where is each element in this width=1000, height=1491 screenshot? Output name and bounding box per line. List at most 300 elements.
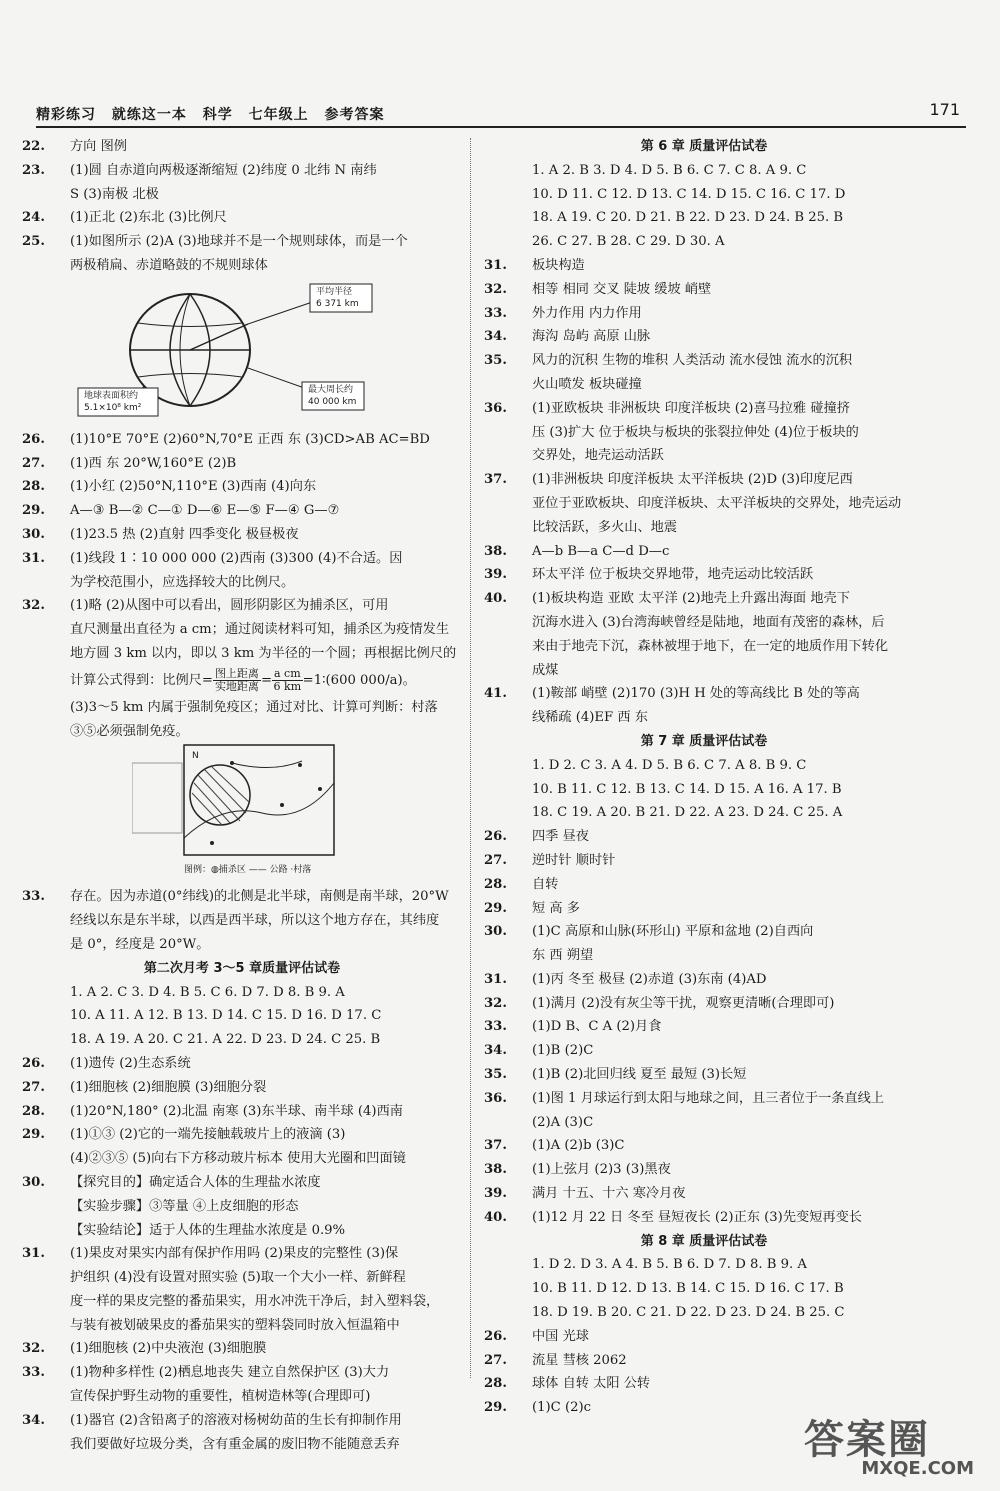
answer-line xyxy=(484,635,924,659)
answer-text: 火山喷发 板块碰撞 xyxy=(532,376,642,392)
answer-text: 环太平洋 位于板块交界地带，地壳运动比较活跃 xyxy=(532,567,814,583)
answer-line xyxy=(22,1266,462,1290)
answer-line xyxy=(484,1372,924,1396)
question-number xyxy=(484,611,532,635)
answer-text: 板块构造 xyxy=(532,257,585,273)
question-number xyxy=(484,516,532,540)
question-number xyxy=(22,909,70,933)
answer-line xyxy=(22,981,462,1005)
answer-line xyxy=(484,349,924,373)
answer-text: 度一样的果皮完整的番茄果实，用水冲洗干净后，封入塑料袋， xyxy=(70,1293,440,1309)
question-number: 31. xyxy=(22,550,45,566)
question-number xyxy=(22,933,70,957)
question-number: 29. xyxy=(22,1127,45,1143)
answer-text: 地方圆 3 km 以内，即以 3 km 为半径的一个圆；再根据比例尺的 xyxy=(70,645,457,661)
area-label-text: 地球表面积约 xyxy=(84,390,139,401)
answer-text: 【实验结论】适于人体的生理盐水浓度是 0.9% xyxy=(70,1222,346,1238)
circumference-label xyxy=(308,384,356,408)
answer-text: 线稀疏 (4)EF 西 东 xyxy=(532,710,648,726)
question-number: 33. xyxy=(484,305,507,321)
answer-text: 满月 十五、十六 寒冷月夜 xyxy=(532,1186,686,1202)
question-number: 24. xyxy=(22,210,45,226)
question-number: 34. xyxy=(484,1043,507,1059)
answer-text: (1)非洲板块 印度洋板块 太平洋板块 (2)D (3)印度尼西 xyxy=(532,472,853,488)
answer-text: 26. C 27. B 28. C 29. D 30. A xyxy=(532,234,725,250)
watermark-logo xyxy=(804,1408,974,1479)
fraction-bottom: 6 km xyxy=(273,679,302,693)
answer-text: (1)西 东 20°W,160°E (2)B xyxy=(70,455,237,471)
answer-line xyxy=(484,968,924,992)
question-number: 28. xyxy=(484,1376,507,1392)
question-number: 26. xyxy=(484,829,507,845)
answer-line xyxy=(22,1004,462,1028)
column-divider xyxy=(470,138,471,1378)
fraction-bottom: 实地距离 xyxy=(214,679,259,693)
answer-line xyxy=(484,516,924,540)
question-number xyxy=(22,1433,70,1457)
answer-text: (1)C (2)c xyxy=(532,1400,592,1416)
question-number: 22. xyxy=(22,139,45,154)
answer-line xyxy=(484,1206,924,1230)
question-number xyxy=(22,696,70,720)
answer-text: 比较活跃，多火山、地震 xyxy=(532,519,678,535)
answer-text: (1)线段 1∶10 000 000 (2)西南 (3)300 (4)不合适。因 xyxy=(70,550,403,566)
answer-text: 10. A 11. A 12. B 13. D 14. C 15. D 16. D 17. C xyxy=(70,1008,382,1024)
question-number xyxy=(484,159,532,183)
answer-text: (1)细胞核 (2)中央液泡 (3)细胞膜 xyxy=(70,1341,267,1357)
question-number xyxy=(484,183,532,207)
answer-line xyxy=(22,1147,462,1171)
answer-text: 1. A 2. C 3. D 4. B 5. C 6. D 7. D 8. B 9. A xyxy=(70,984,345,1000)
answer-line xyxy=(484,873,924,897)
question-number: 27. xyxy=(484,1352,507,1368)
answer-text: 自转 xyxy=(532,876,559,892)
question-number: 33. xyxy=(22,1365,45,1381)
answer-line xyxy=(22,1028,462,1052)
answer-text: (1)上弦月 (2)3 (3)黑夜 xyxy=(532,1162,671,1178)
answer-line xyxy=(484,444,924,468)
answer-line xyxy=(22,183,462,207)
answer-text: 风力的沉积 生物的堆积 人类活动 流水侵蚀 流水的沉积 xyxy=(532,353,853,369)
question-number xyxy=(484,801,532,825)
answer-text: (1)略 (2)从图中可以看出，圆形阴影区为捕杀区，可用 xyxy=(70,598,389,614)
question-number xyxy=(484,1111,532,1135)
answer-line xyxy=(484,1087,924,1111)
map-legend: 图例：◍捕杀区 —— 公路 ·村落 xyxy=(184,865,312,876)
answer-line xyxy=(484,159,924,183)
answer-line xyxy=(484,682,924,706)
answer-text: S (3)南极 北极 xyxy=(70,186,159,202)
answer-line xyxy=(22,720,462,744)
answer-text: (1)圆 自赤道向两极逐渐缩短 (2)纬度 0 北纬 N 南纬 xyxy=(70,162,377,178)
answer-list xyxy=(22,696,462,744)
question-number: 33. xyxy=(484,1019,507,1035)
answer-text: (1)A (2)b (3)C xyxy=(532,1138,625,1154)
answer-line xyxy=(484,1325,924,1349)
answer-text: (1)10°E 70°E (2)60°N,70°E 正西 东 (3)CD>AB AC=BD xyxy=(70,431,430,447)
answer-text: (4)②③⑤ (5)向右下方移动玻片标本 使用大光圈和凹面镜 xyxy=(70,1151,406,1167)
question-number: 27. xyxy=(484,852,507,868)
question-number xyxy=(484,492,532,516)
answer-line xyxy=(22,547,462,571)
question-number xyxy=(484,1301,532,1325)
header-title: 精彩练习 就练这一本 科学 七年级上 参考答案 xyxy=(36,107,385,123)
section-heading: 第 6 章 质量评估试卷 xyxy=(640,139,768,154)
answer-line xyxy=(484,778,924,802)
fraction-map-distance xyxy=(213,668,261,693)
question-number: 29. xyxy=(484,900,507,916)
answer-line xyxy=(484,1134,924,1158)
answer-text: (1)板块构造 亚欧 太平洋 (2)地壳上升露出海面 地壳下 xyxy=(532,591,850,607)
radius-label-text: 平均半径 xyxy=(316,286,353,297)
answer-text: 球体 自转 太阳 公转 xyxy=(532,1376,651,1392)
formula-prefix: 计算公式得到：比例尺= xyxy=(70,672,213,688)
answer-line xyxy=(22,885,462,909)
answer-text: 外力作用 内力作用 xyxy=(532,305,642,321)
answer-line xyxy=(22,909,462,933)
answer-text: (1)D B、C A (2)月食 xyxy=(532,1019,662,1035)
answer-line xyxy=(484,397,924,421)
answer-text: 与装有被划破果皮的番茄果实的塑料袋同时放入恒温箱中 xyxy=(70,1317,400,1333)
question-number: 30. xyxy=(484,924,507,940)
answer-list xyxy=(22,428,462,666)
answer-text: 四季 昼夜 xyxy=(532,829,589,845)
question-number: 28. xyxy=(484,876,507,892)
question-number xyxy=(484,1277,532,1301)
answer-text: 1. A 2. B 3. D 4. D 5. B 6. C 7. C 8. A 9. C xyxy=(532,162,807,178)
answer-line xyxy=(484,540,924,564)
answer-line xyxy=(22,1385,462,1409)
answer-list xyxy=(22,981,462,1457)
question-number: 36. xyxy=(484,400,507,416)
answer-text: (1)果皮对果实内部有保护作用吗 (2)果皮的完整性 (3)保 xyxy=(70,1246,399,1262)
page-number: 171 xyxy=(929,100,960,119)
question-number xyxy=(22,1147,70,1171)
answer-text: 海沟 岛屿 高原 山脉 xyxy=(532,329,651,345)
watermark-url: MXQE.COM xyxy=(861,1458,974,1479)
watermark-text: 答案圈 xyxy=(804,1417,930,1463)
answer-line xyxy=(484,659,924,683)
fraction-values xyxy=(272,668,303,693)
question-number xyxy=(22,1195,70,1219)
answer-line xyxy=(22,523,462,547)
answer-text: (1)如图所示 (2)A (3)地球并不是一个规则球体，而是一个 xyxy=(70,234,408,250)
answer-line xyxy=(484,254,924,278)
question-number: 26. xyxy=(22,1055,45,1071)
answer-line xyxy=(484,563,924,587)
answer-line xyxy=(22,1052,462,1076)
answer-text: 宣传保护野生动物的重要性，植树造林等(合理即可) xyxy=(70,1389,371,1405)
question-number: 23. xyxy=(22,162,45,178)
map-figure xyxy=(132,743,462,885)
answer-line xyxy=(484,944,924,968)
answer-list xyxy=(484,754,924,1230)
answer-line xyxy=(22,452,462,476)
question-number: 32. xyxy=(484,281,507,297)
answer-text: 为学校范围小，应选择较大的比例尺。 xyxy=(70,574,295,590)
answer-text: (1)B (2)北回归线 夏至 最短 (3)长短 xyxy=(532,1067,747,1083)
answer-line xyxy=(22,428,462,452)
question-number: 26. xyxy=(22,431,45,447)
answer-line xyxy=(484,373,924,397)
answer-line xyxy=(22,1123,462,1147)
question-number: 35. xyxy=(484,353,507,369)
answer-text: 来由于地壳下沉，森林被埋于地下，在一定的地质作用下转化 xyxy=(532,638,889,654)
answer-text: 护组织 (4)没有设置对照实验 (5)取一个大小一样、新鲜程 xyxy=(70,1270,406,1286)
section-heading: 第二次月考 3～5 章质量评估试卷 xyxy=(143,960,341,976)
question-number: 37. xyxy=(484,1138,507,1154)
answer-line xyxy=(22,1100,462,1124)
question-number: 41. xyxy=(484,686,507,702)
answer-text: (2)A (3)C xyxy=(532,1114,594,1130)
answer-line xyxy=(484,1253,924,1277)
answer-text: (1)细胞核 (2)细胞膜 (3)细胞分裂 xyxy=(70,1079,267,1095)
question-number: 34. xyxy=(484,329,507,345)
question-number xyxy=(22,1385,70,1409)
area-value: 5.1×10⁸ km² xyxy=(84,402,142,413)
answer-text: 成煤 xyxy=(532,662,559,678)
answer-line xyxy=(22,1337,462,1361)
answer-text: (1)正北 (2)东北 (3)比例尺 xyxy=(70,210,227,226)
answer-line xyxy=(484,1277,924,1301)
answer-line xyxy=(22,618,462,642)
answer-text: (1)①③ (2)它的一端先接触载玻片上的液滴 (3) xyxy=(70,1127,346,1143)
answer-text: 亚位于亚欧板块、印度洋板块、太平洋板块的交界处，地壳运动 xyxy=(532,495,902,511)
question-number xyxy=(22,1004,70,1028)
question-number: 36. xyxy=(484,1090,507,1106)
answer-text: A—b B—a C—d D—c xyxy=(532,543,670,559)
section-heading: 第 8 章 质量评估试卷 xyxy=(640,1233,768,1249)
answer-text: 两极稍扁、赤道略鼓的不规则球体 xyxy=(70,257,268,273)
answer-text: 交界处，地壳运动活跃 xyxy=(532,448,664,464)
question-number xyxy=(22,1314,70,1338)
answer-text: (1)丙 冬至 极昼 (2)赤道 (3)东南 (4)AD xyxy=(532,971,767,987)
question-number xyxy=(22,1290,70,1314)
answer-list xyxy=(22,885,462,956)
answer-line xyxy=(484,468,924,492)
answer-line xyxy=(22,642,462,666)
answer-text: (1)20°N,180° (2)北温 南寒 (3)东半球、南半球 (4)西南 xyxy=(70,1103,403,1119)
question-number: 27. xyxy=(22,455,45,471)
answer-text: 【实验步骤】③等量 ④上皮细胞的形态 xyxy=(70,1198,299,1214)
question-number xyxy=(484,635,532,659)
globe-figure xyxy=(70,278,462,428)
answer-text: 1. D 2. D 3. A 4. B 5. B 6. D 7. D 8. B 9. A xyxy=(532,1257,807,1273)
question-number xyxy=(22,254,70,278)
answer-text: (1)器官 (2)含铅离子的溶液对杨树幼苗的生长有抑制作用 xyxy=(70,1412,402,1428)
question-number xyxy=(22,618,70,642)
answer-line xyxy=(484,183,924,207)
question-number: 38. xyxy=(484,543,507,559)
answer-line xyxy=(22,1242,462,1266)
question-number xyxy=(484,706,532,730)
answer-line xyxy=(22,1314,462,1338)
answer-line xyxy=(484,1301,924,1325)
question-number xyxy=(22,720,70,744)
answer-text: 东 西 朔望 xyxy=(532,948,594,964)
right-column xyxy=(484,135,924,1420)
answer-text: 压 (3)扩大 位于板块与板块的张裂拉伸处 (4)位于板块的 xyxy=(532,424,859,440)
answer-line xyxy=(22,499,462,523)
question-number: 29. xyxy=(22,503,45,519)
answer-line xyxy=(22,696,462,720)
left-column xyxy=(22,135,462,1456)
answer-text: (1)小红 (2)50°N,110°E (3)西南 (4)向东 xyxy=(70,479,317,495)
question-number: 34. xyxy=(22,1412,45,1428)
answer-line xyxy=(484,421,924,445)
circumference-label-text: 最大周长约 xyxy=(308,384,354,395)
page-header xyxy=(36,100,966,128)
north-arrow: N xyxy=(192,751,199,762)
question-number: 35. xyxy=(484,1067,507,1083)
question-number xyxy=(22,642,70,666)
quarantine-map xyxy=(132,743,352,873)
answer-line xyxy=(22,571,462,595)
answer-line xyxy=(484,849,924,873)
answer-text: 10. B 11. C 12. B 13. C 14. D 15. A 16. A 17. B xyxy=(532,781,842,797)
answer-line xyxy=(22,1195,462,1219)
fraction-top: 图上距离 xyxy=(214,666,259,680)
question-number: 40. xyxy=(484,591,507,607)
answer-text: 逆时针 顺时针 xyxy=(532,852,616,868)
answer-line xyxy=(22,1219,462,1243)
question-number xyxy=(484,944,532,968)
answer-text: 我们要做好垃圾分类，含有重金属的废旧物不能随意丢弃 xyxy=(70,1436,400,1452)
answer-text: (1)12 月 22 日 冬至 昼短夜长 (2)正东 (3)先变短再变长 xyxy=(532,1209,862,1225)
answer-text: 沉海水进入 (3)台湾海峡曾经是陆地，地面有茂密的森林，后 xyxy=(532,614,885,630)
answer-line xyxy=(22,933,462,957)
question-number xyxy=(22,1266,70,1290)
answer-text: (1)物种多样性 (2)栖息地丧失 建立自然保护区 (3)大力 xyxy=(70,1365,390,1381)
answer-line xyxy=(484,587,924,611)
answer-line xyxy=(22,475,462,499)
question-number xyxy=(484,778,532,802)
answer-line xyxy=(484,801,924,825)
fraction-top: a cm xyxy=(274,666,301,680)
question-number xyxy=(484,206,532,230)
answer-line xyxy=(484,206,924,230)
answer-text: (1)亚欧板块 非洲板块 印度洋板块 (2)喜马拉雅 碰撞挤 xyxy=(532,400,850,416)
question-number: 37. xyxy=(484,472,507,488)
question-number xyxy=(484,421,532,445)
question-number xyxy=(22,1028,70,1052)
formula-equals: = xyxy=(260,672,272,688)
answer-line xyxy=(484,1111,924,1135)
question-number xyxy=(484,444,532,468)
answer-line xyxy=(22,1409,462,1433)
answer-text: 直尺测量出直径为 a cm；通过阅读材料可知，捕杀区为疫情发生 xyxy=(70,622,450,638)
question-number: 29. xyxy=(484,1400,507,1416)
answer-line xyxy=(484,278,924,302)
answer-line xyxy=(22,230,462,254)
answer-line xyxy=(22,206,462,230)
answer-line xyxy=(22,135,462,159)
radius-value: 6 371 km xyxy=(316,298,359,309)
question-number: 32. xyxy=(22,598,45,614)
answer-line xyxy=(484,1349,924,1373)
answer-line xyxy=(484,706,924,730)
answer-line xyxy=(484,897,924,921)
question-number xyxy=(22,981,70,1005)
section-heading: 第 7 章 质量评估试卷 xyxy=(640,733,768,749)
answer-text: 18. D 19. B 20. C 21. D 22. D 23. D 24. B 25. C xyxy=(532,1305,845,1321)
answer-text: (1)遗传 (2)生态系统 xyxy=(70,1055,191,1071)
answer-line xyxy=(22,1433,462,1457)
question-number xyxy=(484,373,532,397)
answer-line xyxy=(484,611,924,635)
formula-suffix: =1∶(600 000/a)。 xyxy=(302,672,416,688)
question-number: 28. xyxy=(22,1103,45,1119)
question-number: 25. xyxy=(22,234,45,250)
answer-line xyxy=(484,1063,924,1087)
answer-text: 10. B 11. D 12. D 13. B 14. C 15. D 16. C 17. B xyxy=(532,1281,844,1297)
answer-line xyxy=(22,159,462,183)
question-number: 31. xyxy=(484,971,507,987)
answer-text: 中国 光球 xyxy=(532,1328,589,1344)
answer-line xyxy=(484,920,924,944)
area-label xyxy=(84,390,141,414)
question-number xyxy=(484,754,532,778)
question-number: 30. xyxy=(22,1174,45,1190)
question-number: 39. xyxy=(484,567,507,583)
radius-label xyxy=(316,286,359,310)
answer-text: 【探究目的】确定适合人体的生理盐水浓度 xyxy=(70,1174,321,1190)
question-number: 39. xyxy=(484,1186,507,1202)
question-number: 40. xyxy=(484,1209,507,1225)
question-number: 38. xyxy=(484,1162,507,1178)
question-number xyxy=(22,1219,70,1243)
question-number xyxy=(484,1253,532,1277)
answer-list xyxy=(484,159,924,730)
answer-text: 方向 图例 xyxy=(70,139,127,154)
answer-line xyxy=(484,325,924,349)
question-number: 30. xyxy=(22,526,45,542)
question-number: 31. xyxy=(22,1246,45,1262)
answer-text: 短 高 多 xyxy=(532,900,580,916)
answer-line xyxy=(22,1290,462,1314)
question-number: 28. xyxy=(22,479,45,495)
answer-text: 相等 相同 交叉 陡坡 缓坡 峭壁 xyxy=(532,281,712,297)
answer-text: (1)鞍部 峭壁 (2)170 (3)H H 处的等高线比 B 处的等高 xyxy=(532,686,860,702)
question-number: 27. xyxy=(22,1079,45,1095)
question-number xyxy=(484,659,532,683)
circumference-value: 40 000 km xyxy=(308,396,357,407)
answer-text: 流星 彗核 2062 xyxy=(532,1352,627,1368)
answer-text: (3)3～5 km 内属于强制免疫区；通过对比、计算可判断：村落 xyxy=(70,699,438,715)
answer-line xyxy=(22,1361,462,1385)
answer-list xyxy=(484,1253,924,1420)
answer-text: 10. D 11. C 12. D 13. C 14. D 15. C 16. C 17. D xyxy=(532,186,846,202)
answer-text: 18. A 19. C 20. D 21. B 22. D 23. D 24. B 25. B xyxy=(532,210,844,226)
answer-text: 存在。因为赤道(0°纬线)的北侧是北半球，南侧是南半球，20°W xyxy=(70,889,449,905)
answer-text: A—③ B—② C—① D—⑥ E—⑤ F—④ G—⑦ xyxy=(70,503,340,519)
answer-text: 18. C 19. A 20. B 21. D 22. A 23. D 24. C 25. A xyxy=(532,805,843,821)
answer-text: 1. D 2. C 3. A 4. D 5. B 6. C 7. A 8. B 9. C xyxy=(532,757,807,773)
question-number xyxy=(484,230,532,254)
answer-line xyxy=(484,1182,924,1206)
answer-line xyxy=(484,230,924,254)
question-number: 32. xyxy=(22,1341,45,1357)
answer-text: (1)满月 (2)没有灰尘等干扰，观察更清晰(合理即可) xyxy=(532,995,835,1011)
answer-text: (1)图 1 月球运行到太阳与地球之间，且三者位于一条直线上 xyxy=(532,1090,884,1106)
answer-line xyxy=(484,1039,924,1063)
answer-line xyxy=(484,302,924,326)
answer-text: (1)B (2)C xyxy=(532,1043,594,1059)
question-number: 32. xyxy=(484,995,507,1011)
answer-text: ③⑤必须强制免疫。 xyxy=(70,723,189,739)
scale-formula xyxy=(22,666,462,696)
answer-line xyxy=(484,754,924,778)
